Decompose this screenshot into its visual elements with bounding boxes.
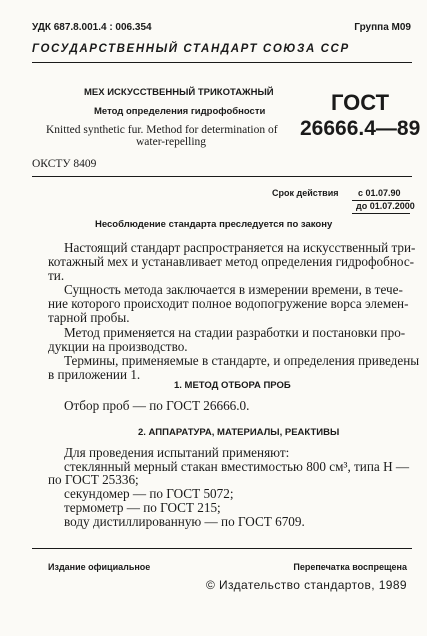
state-standard-banner: ГОСУДАРСТВЕННЫЙ СТАНДАРТ СОЮЗА ССР — [32, 43, 350, 55]
title-ru-main: МЕХ ИСКУССТВЕННЫЙ ТРИКОТАЖНЫЙ — [84, 87, 274, 98]
validity-underline-2 — [352, 213, 410, 214]
validity-label: Срок действия — [272, 188, 339, 198]
copyright: © Издательство стандартов, 1989 — [205, 578, 407, 592]
title-ru-sub: Метод определения гидрофобности — [94, 106, 266, 117]
section2-line4: секундомер — по ГОСТ 5072; — [64, 486, 234, 501]
official-edition: Издание официальное — [48, 562, 151, 572]
reprint-prohibited: Перепечатка воспрещена — [293, 562, 407, 572]
intro-p3-line2: дукции на производство. — [48, 339, 188, 354]
validity-to: до 01.07.2000 — [356, 201, 415, 211]
section2-line5: термометр — по ГОСТ 215; — [64, 500, 221, 515]
section2-line2: стеклянный мерный стакан вместимостью 800 см³, типа Н — — [64, 459, 410, 474]
legal-warning: Несоблюдение стандарта преследуется по закону — [95, 219, 333, 230]
header-rule — [32, 62, 412, 63]
intro-p2-line3: тарной пробы. — [48, 310, 130, 325]
intro-p1-line2: котажный мех и устанавливает метод определения гидрофобнос- — [48, 254, 415, 269]
gost-number: 26666.4—89 — [300, 117, 421, 140]
section2-line6: воду дистиллированную — по ГОСТ 6709. — [64, 514, 305, 529]
footer-rule — [32, 548, 412, 549]
intro-p4-line2: в приложении 1. — [48, 367, 141, 382]
okstu-code: ОКСТУ 8409 — [32, 158, 97, 170]
intro-p2-line2: ние которого происходит полное водопогружение ворса элемен- — [48, 296, 409, 311]
validity-from: с 01.07.90 — [358, 188, 401, 198]
intro-p1-line1: Настоящий стандарт распространяется на искусственный три- — [64, 240, 416, 255]
intro-p4-line1: Термины, применяемые в стандарте, и определения приведены — [64, 353, 420, 368]
section2-line1: Для проведения испытаний применяют: — [64, 445, 290, 460]
intro-p3-line1: Метод применяется на стадии разработки и постановки про- — [64, 325, 406, 340]
section2-heading: 2. АППАРАТУРА, МАТЕРИАЛЫ, РЕАКТИВЫ — [138, 427, 340, 438]
intro-p2-line1: Сущность метода заключается в измерении времени, в тече- — [64, 282, 403, 297]
title-en-line1: Knitted synthetic fur. Method for determination of — [46, 124, 278, 136]
title-en-line2: water-repelling — [136, 136, 207, 148]
gost-label: ГОСТ — [331, 90, 390, 115]
section1-heading: 1. МЕТОД ОТБОРА ПРОБ — [174, 380, 291, 391]
title-rule — [32, 176, 412, 177]
intro-p1-line3: ти. — [48, 268, 65, 283]
section1-text: Отбор проб — по ГОСТ 26666.0. — [64, 398, 250, 413]
udk-code: УДК 687.8.001.4 : 006.354 — [32, 22, 152, 33]
section2-line3: по ГОСТ 25336; — [48, 472, 139, 487]
group-code: Группа М09 — [354, 22, 411, 33]
